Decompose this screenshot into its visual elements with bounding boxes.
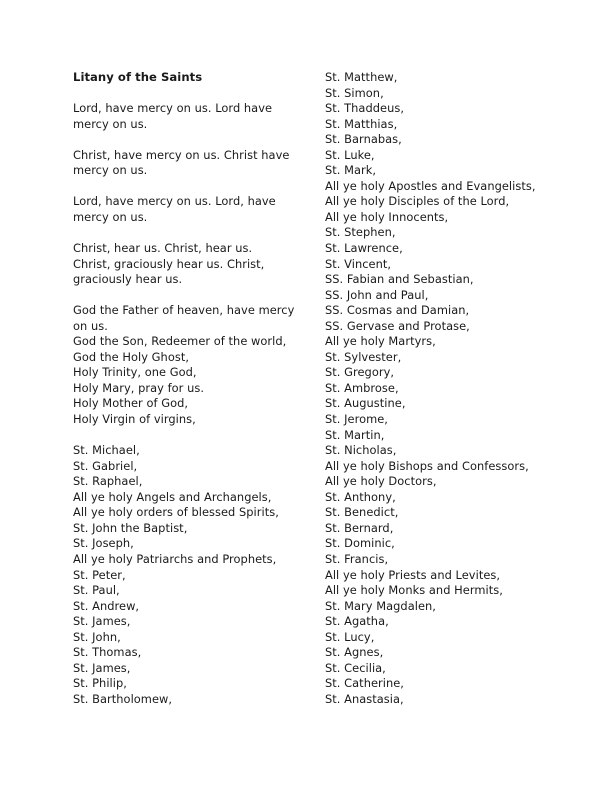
verse-line: St. Paul, xyxy=(73,583,120,598)
verse-line: All ye holy Monks and Hermits, xyxy=(325,583,503,598)
verse-line: St. Peter, xyxy=(73,567,126,582)
verse-line: God the Father of heaven, have mercy xyxy=(73,303,295,318)
verse-line: All ye holy Priests and Levites, xyxy=(325,567,501,582)
verse-line: St. Bartholomew, xyxy=(73,691,173,706)
verse-line: St. Barnabas, xyxy=(325,132,402,147)
verse-group xyxy=(73,303,295,427)
verse-line: All ye holy Angels and Archangels, xyxy=(73,489,272,504)
verse-line: St. Simon, xyxy=(325,85,384,100)
verse-line: God the Holy Ghost, xyxy=(73,349,190,364)
verse-line: St. Catherine, xyxy=(325,676,404,691)
verse-line: St. Lawrence, xyxy=(325,241,403,256)
verse-line: St. Francis, xyxy=(325,551,389,566)
verse-line: Christ, hear us. Christ, hear us. xyxy=(73,241,253,256)
verse-line: SS. Fabian and Sebastian, xyxy=(325,272,474,287)
verse-line: St. Joseph, xyxy=(73,536,134,551)
spacer xyxy=(73,428,288,444)
verse-line: All ye holy Disciples of the Lord, xyxy=(325,194,510,209)
verse-line: St. Raphael, xyxy=(73,474,143,489)
spacer xyxy=(73,288,288,304)
verse-line: St. Sylvester, xyxy=(325,349,402,364)
verse-line: St. Vincent, xyxy=(325,256,392,271)
verse-line: graciously hear us. xyxy=(73,272,183,287)
verse-line: Holy Mary, pray for us. xyxy=(73,380,204,395)
verse-line: Holy Virgin of virgins, xyxy=(73,412,196,427)
verse-line: St. Nicholas, xyxy=(325,443,397,458)
verse-line: St. Benedict, xyxy=(325,505,399,520)
verse-line: SS. John and Paul, xyxy=(325,287,429,302)
verse-line: St. Anastasia, xyxy=(325,691,404,706)
verse-line: St. Mary Magdalen, xyxy=(325,598,436,613)
verse-line: on us. xyxy=(73,318,108,333)
verse-line: St. Thaddeus, xyxy=(325,101,404,116)
verse-line: St. Gabriel, xyxy=(73,458,138,473)
verse-line: St. Dominic, xyxy=(325,536,395,551)
verse-line: St. Thomas, xyxy=(73,645,142,660)
verse-line: Christ, graciously hear us. Christ, xyxy=(73,256,265,271)
verse-line: St. James, xyxy=(73,614,131,629)
verse-line: All ye holy Innocents, xyxy=(325,209,449,224)
verse-line: St. Matthew, xyxy=(325,70,398,84)
right-verse-lines xyxy=(325,70,555,707)
verse-line: St. Agnes, xyxy=(325,645,384,660)
verse-line: St. John the Baptist, xyxy=(73,520,188,535)
verse-line: All ye holy Bishops and Confessors, xyxy=(325,458,529,473)
verse-line: mercy on us. xyxy=(73,163,148,178)
verse-line: St. Martin, xyxy=(325,427,385,442)
spacer xyxy=(73,132,288,148)
verse-line: St. Jerome, xyxy=(325,412,388,427)
verse-group xyxy=(73,101,288,132)
verse-line: Lord, have mercy on us. Lord, have xyxy=(73,194,276,209)
verse-line: God the Son, Redeemer of the world, xyxy=(73,334,287,349)
verse-line: St. Augustine, xyxy=(325,396,406,411)
verse-group xyxy=(73,241,288,288)
left-column xyxy=(73,70,295,707)
verse-line: All ye holy Patriarchs and Prophets, xyxy=(73,551,277,566)
verse-group xyxy=(73,148,288,179)
verse-line: Holy Mother of God, xyxy=(73,396,189,411)
verse-line: St. Luke, xyxy=(325,147,375,162)
verse-line: St. Matthias, xyxy=(325,116,398,131)
verse-group xyxy=(73,443,288,707)
verse-line: St. Ambrose, xyxy=(325,380,399,395)
verse-line: mercy on us. xyxy=(73,116,148,131)
verse-line: St. Agatha, xyxy=(325,614,389,629)
verse-line: All ye holy Doctors, xyxy=(325,474,437,489)
spacer xyxy=(73,179,288,195)
verse-line: All ye holy orders of blessed Spirits, xyxy=(73,505,279,520)
verse-line: St. Andrew, xyxy=(73,598,140,613)
verse-line: SS. Cosmas and Damian, xyxy=(325,303,470,318)
verse-line: St. Cecilia, xyxy=(325,660,386,675)
verse-line: mercy on us. xyxy=(73,209,148,224)
document-title: Litany of the Saints xyxy=(73,70,203,84)
verse-line: St. Bernard, xyxy=(325,520,394,535)
verse-line: St. Anthony, xyxy=(325,489,396,504)
verse-line: All ye holy Martyrs, xyxy=(325,334,436,349)
verse-line: St. James, xyxy=(73,660,131,675)
verse-line: St. Lucy, xyxy=(325,629,375,644)
verse-line: SS. Gervase and Protase, xyxy=(325,318,470,333)
verse-line: St. John, xyxy=(73,629,121,644)
verse-line: St. Michael, xyxy=(73,443,140,458)
spacer xyxy=(73,86,288,102)
verse-line: All ye holy Apostles and Evangelists, xyxy=(325,178,536,193)
verse-line: St. Philip, xyxy=(73,676,127,691)
verse-group xyxy=(73,194,288,225)
verse-line: Holy Trinity, one God, xyxy=(73,365,197,380)
verse-line: Lord, have mercy on us. Lord have xyxy=(73,101,273,116)
spacer xyxy=(73,225,288,241)
right-column xyxy=(325,70,555,707)
verse-line: Christ, have mercy on us. Christ have xyxy=(73,147,290,162)
verse-line: St. Gregory, xyxy=(325,365,395,380)
verse-line: St. Stephen, xyxy=(325,225,396,240)
verse-line: St. Mark, xyxy=(325,163,377,178)
left-verse-groups xyxy=(73,101,295,707)
